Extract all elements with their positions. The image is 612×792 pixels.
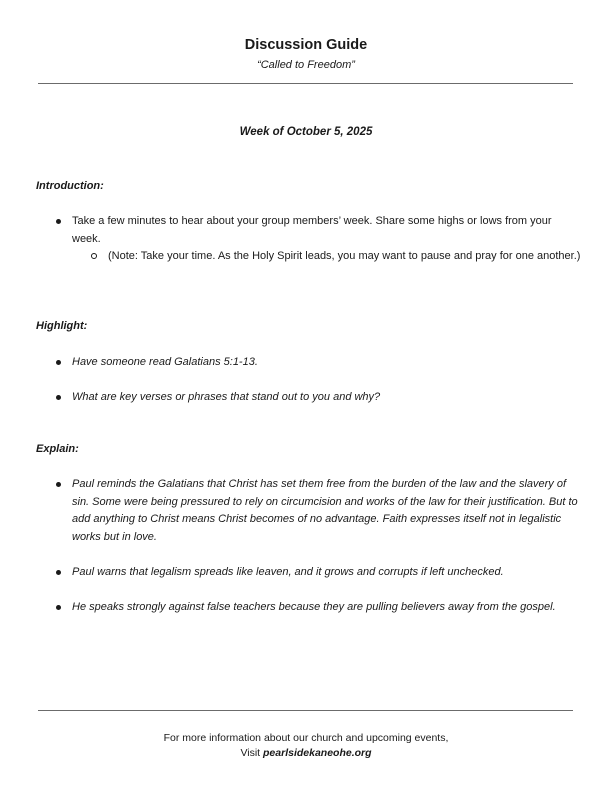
explain-item-text: He speaks strongly against false teachers because they are pulling believers away from the gospel. bbox=[72, 601, 556, 613]
bullet-icon bbox=[56, 570, 61, 575]
introduction-sub-list bbox=[72, 248, 581, 266]
document-title: Discussion Guide bbox=[244, 37, 368, 53]
list-item bbox=[36, 213, 581, 266]
list-item bbox=[36, 354, 581, 372]
introduction-list bbox=[36, 213, 581, 266]
highlight-list bbox=[36, 354, 581, 372]
footer-divider bbox=[38, 710, 573, 711]
explain-item-text: Paul reminds the Galatians that Christ has set them free from the burden of the law and the slavery of sin. Some were being pressured to rely on circumcision and works of the law for their justification. But to add anything to Christ means Christ becomes of no advantage. Faith expresses itself not in legalistic works but in love. bbox=[72, 478, 578, 543]
explain-list-third bbox=[36, 599, 581, 617]
list-item bbox=[36, 564, 581, 582]
explain-heading: Explain: bbox=[36, 443, 79, 455]
footer-visit-label: Visit bbox=[240, 747, 261, 759]
bullet-icon bbox=[56, 605, 61, 610]
explain-list-second bbox=[36, 564, 581, 582]
bullet-icon bbox=[56, 360, 61, 365]
introduction-heading: Introduction: bbox=[36, 180, 104, 192]
bullet-icon bbox=[56, 395, 61, 400]
footer bbox=[0, 731, 612, 761]
header-divider bbox=[38, 83, 573, 84]
week-date: Week of October 5, 2025 bbox=[239, 126, 373, 138]
highlight-item-text: What are key verses or phrases that stand out to you and why? bbox=[72, 391, 381, 403]
document-subtitle: “Called to Freedom” bbox=[257, 59, 355, 71]
bullet-icon bbox=[56, 482, 61, 487]
explain-item-text: Paul warns that legalism spreads like leaven, and it grows and corrupts if left unchecked. bbox=[72, 566, 504, 578]
introduction-bullet-text: Take a few minutes to hear about your group members’ week. Share some highs or lows from your week. bbox=[72, 215, 552, 245]
website-link[interactable]: pearlsidekaneohe.org bbox=[263, 747, 372, 759]
highlight-heading: Highlight: bbox=[36, 320, 88, 332]
introduction-note-text: (Note: Take your time. As the Holy Spirit leads, you may want to pause and pray for one another.) bbox=[108, 250, 581, 262]
list-item bbox=[36, 476, 581, 546]
footer-visit-line bbox=[0, 746, 612, 761]
explain-list bbox=[36, 476, 581, 546]
footer-info-line: For more information about our church and upcoming events, bbox=[163, 732, 449, 744]
list-item bbox=[36, 389, 581, 407]
highlight-list-second bbox=[36, 389, 581, 407]
list-item bbox=[36, 599, 581, 617]
bullet-icon bbox=[56, 219, 61, 224]
highlight-item-text: Have someone read Galatians 5:1-13. bbox=[72, 356, 258, 368]
hollow-bullet-icon bbox=[91, 253, 97, 259]
sub-list-item bbox=[72, 248, 581, 266]
